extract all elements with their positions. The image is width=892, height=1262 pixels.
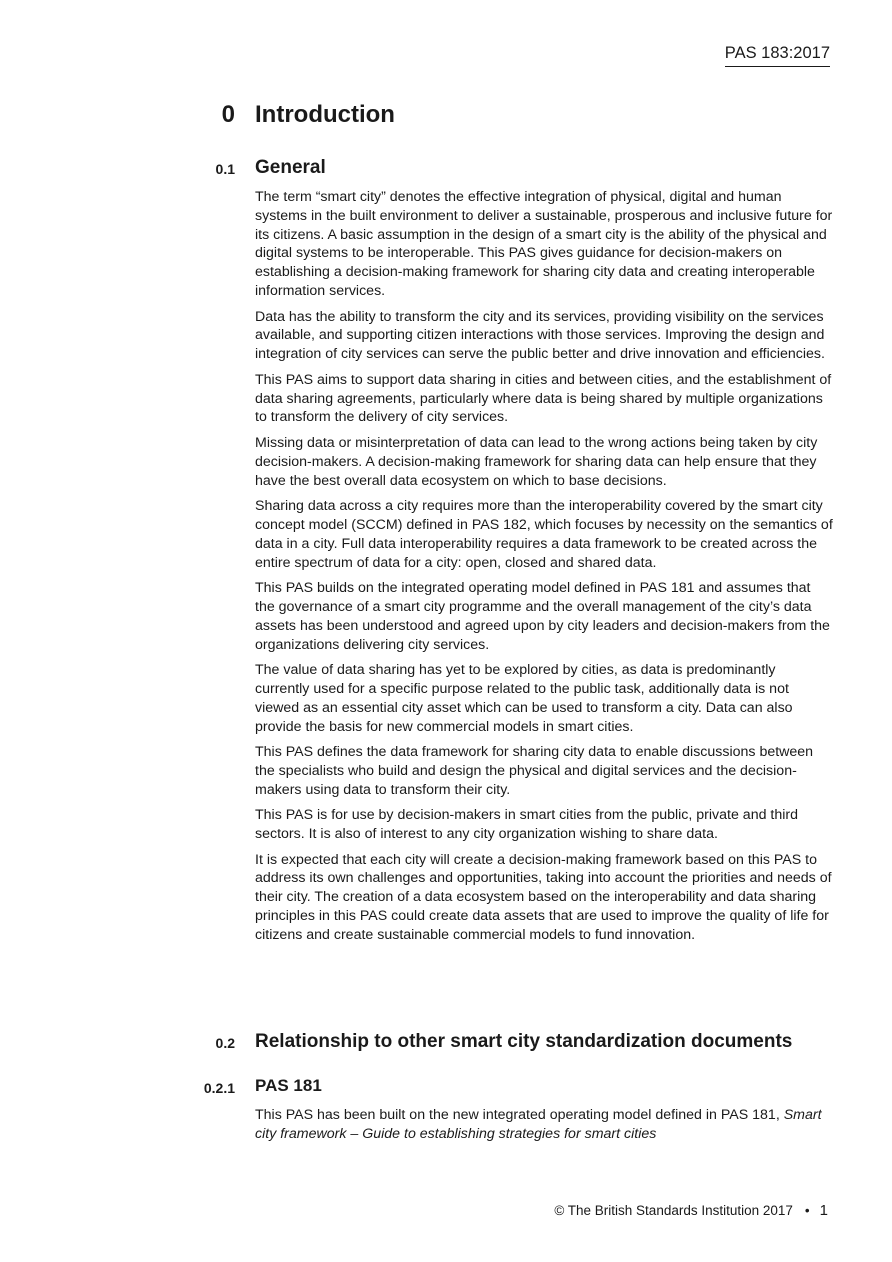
page-number: 1	[819, 1202, 828, 1219]
section-number: 0	[221, 101, 235, 128]
paragraph: The value of data sharing has yet to be explored by cities, as data is predominantly currently used for a specific purpose related to the public task, additionally data is not viewed as an essential city asset which can be used to transform a city. Data can also provide the basis for new commercial models in smart cities.	[255, 662, 793, 735]
subsection-number: 0.2	[215, 1035, 235, 1051]
paragraph: This PAS builds on the integrated operating model defined in PAS 181 and assumes that the governance of a smart city programme and the overall management of the city’s data assets has been understood and agreed upon by city leaders and decision-makers from the organizations delivering city services.	[255, 580, 830, 653]
subsubsection-title: PAS 181	[255, 1076, 322, 1095]
subsection-title: Relationship to other smart city standardization documents	[255, 1031, 793, 1052]
subsection-number: 0.1	[215, 161, 235, 177]
subsection-title: General	[255, 157, 326, 178]
paragraph: The term “smart city” denotes the effective integration of physical, digital and human systems in the built environment to deliver a sustainable, prosperous and inclusive future for its citizens. A basic assumption in the design of a smart city is the ability of the physical and digital systems to be interoperable. This PAS gives guidance for decision-makers on establishing a decision-making framework for sharing city data and creating interoperable information services.	[255, 189, 833, 299]
paragraph: This PAS defines the data framework for sharing city data to enable discussions between the specialists who build and design the physical and digital services and the decision-makers using data to transform their city.	[255, 744, 814, 798]
footer-separator: •	[804, 1203, 810, 1218]
paragraph: It is expected that each city will create a decision-making framework based on this PAS to address its own challenges and opportunities, taking into account the priorities and needs of their city. The creation of a data ecosystem based on the interoperability and data sharing principles in this PAS could create data assets that are used to improve the quality of life for citizens and create sustainable commercial models to fund innovation.	[255, 851, 832, 943]
page-footer	[554, 1202, 828, 1219]
paragraph-lead-text: This PAS has been built on the new integrated operating model defined in PAS 181,	[255, 1107, 784, 1123]
paragraph: Sharing data across a city requires more than the interoperability covered by the smart city concept model (SCCM) defined in PAS 182, which focuses by necessity on the semantics of data in a city. Full data interoperability requires a data framework to be created across the entire spectrum of data for a city: open, closed and shared data.	[255, 498, 833, 571]
document-id-header: PAS 183:2017	[725, 44, 830, 67]
general-body	[255, 188, 833, 951]
paragraph: Data has the ability to transform the city and its services, providing visibility on the services available, and supporting citizen interactions with those services. Improving the design and integration of city services can serve the public better and drive innovation and efficiencies.	[255, 308, 825, 363]
paragraph: Missing data or misinterpretation of data can lead to the wrong actions being taken by city decision-makers. A decision-making framework for sharing data can help ensure that they have the best overall data ecosystem on which to base decisions.	[255, 434, 818, 489]
document-title-reference: Smart city framework – Guide to establishing strategies for smart cities	[255, 1107, 822, 1142]
pas181-body	[255, 1106, 833, 1150]
paragraph	[255, 1106, 833, 1144]
subsubsection-number: 0.2.1	[203, 1080, 235, 1096]
copyright-text: © The British Standards Institution 2017	[554, 1203, 793, 1218]
paragraph: This PAS is for use by decision-makers in smart cities from the public, private and third sectors. It is also of interest to any city organization wishing to share data.	[255, 807, 799, 843]
paragraph: This PAS aims to support data sharing in cities and between cities, and the establishment of data sharing agreements, particularly where data is being shared by multiple organizations to transform the delivery of city services.	[255, 371, 832, 426]
section-title: Introduction	[255, 101, 395, 128]
